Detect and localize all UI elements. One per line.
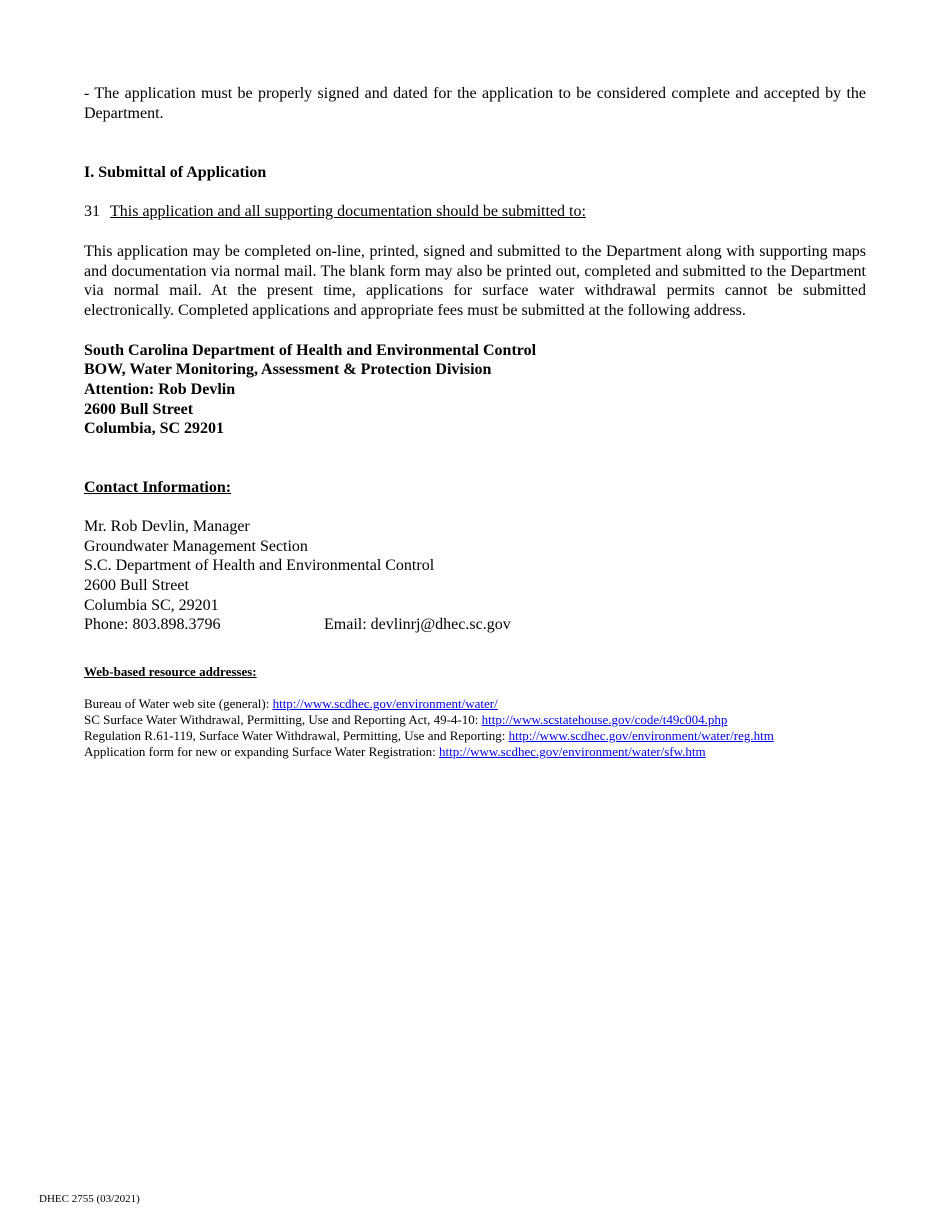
resource-link[interactable]: http://www.scdhec.gov/environment/water/reg.htm [508,728,774,744]
resource-label: Regulation R.61-119, Surface Water Withdrawal, Permitting, Use and Reporting: [84,728,509,744]
resource-label: Application form for new or expanding Surface Water Registration: [84,744,440,760]
contact-email: Email: devlinrj@dhec.sc.gov [324,616,511,634]
item-text: This application and all supporting documentation should be submitted to: [110,203,586,221]
contact-heading: Contact Information: [84,479,232,497]
contact-info [84,517,866,635]
contact-line: 2600 Bull Street [84,576,189,594]
contact-phone: Phone: 803.898.3796 [84,616,221,634]
resource-label: SC Surface Water Withdrawal, Permitting, Use and Reporting Act, 49-4-10: [84,712,482,728]
contact-line: S.C. Department of Health and Environmental Control [84,557,435,575]
resource-link[interactable]: http://www.scstatehouse.gov/code/t49c004.php [481,712,728,728]
resource-item [84,744,866,760]
section-heading: I. Submittal of Application [84,164,267,182]
document-page [84,84,866,760]
address-line: Columbia, SC 29201 [84,420,225,438]
address-line: Attention: Rob Devlin [84,381,236,399]
resource-label: Bureau of Water web site (general): [84,696,273,712]
numbered-item [84,202,866,222]
resource-item [84,712,866,728]
web-resources-list [84,696,866,760]
form-number-footer: DHEC 2755 (03/2021) [39,1193,140,1205]
resource-item [84,696,866,712]
resource-link[interactable]: http://www.scdhec.gov/environment/water/ [272,696,498,712]
resource-item [84,728,866,744]
address-line: 2600 Bull Street [84,400,194,418]
resource-link[interactable]: http://www.scdhec.gov/environment/water/sfw.htm [439,744,706,760]
item-number: 31 [84,203,100,221]
contact-line: Columbia SC, 29201 [84,596,219,614]
intro-note: - The application must be properly signed and dated for the application to be considered complete and accepted by the Department. [84,85,866,122]
phone-email-line [84,615,866,635]
web-resources-heading: Web-based resource addresses: [84,664,257,680]
submittal-instructions: This application may be completed on-line, printed, signed and submitted to the Department along with supporting maps and documentation via normal mail. The blank form may also be printed out, completed and submitted to the Department via normal mail. At the present time, applications for surface water withdrawal permits cannot be submitted electronically. Completed applications and appropriate fees must be submitted at the following address. [84,242,866,319]
contact-line: Groundwater Management Section [84,537,308,555]
address-line: South Carolina Department of Health and Environmental Control [84,341,537,359]
address-line: BOW, Water Monitoring, Assessment & Protection Division [84,361,492,379]
mailing-address [84,341,866,440]
contact-line: Mr. Rob Devlin, Manager [84,517,250,535]
